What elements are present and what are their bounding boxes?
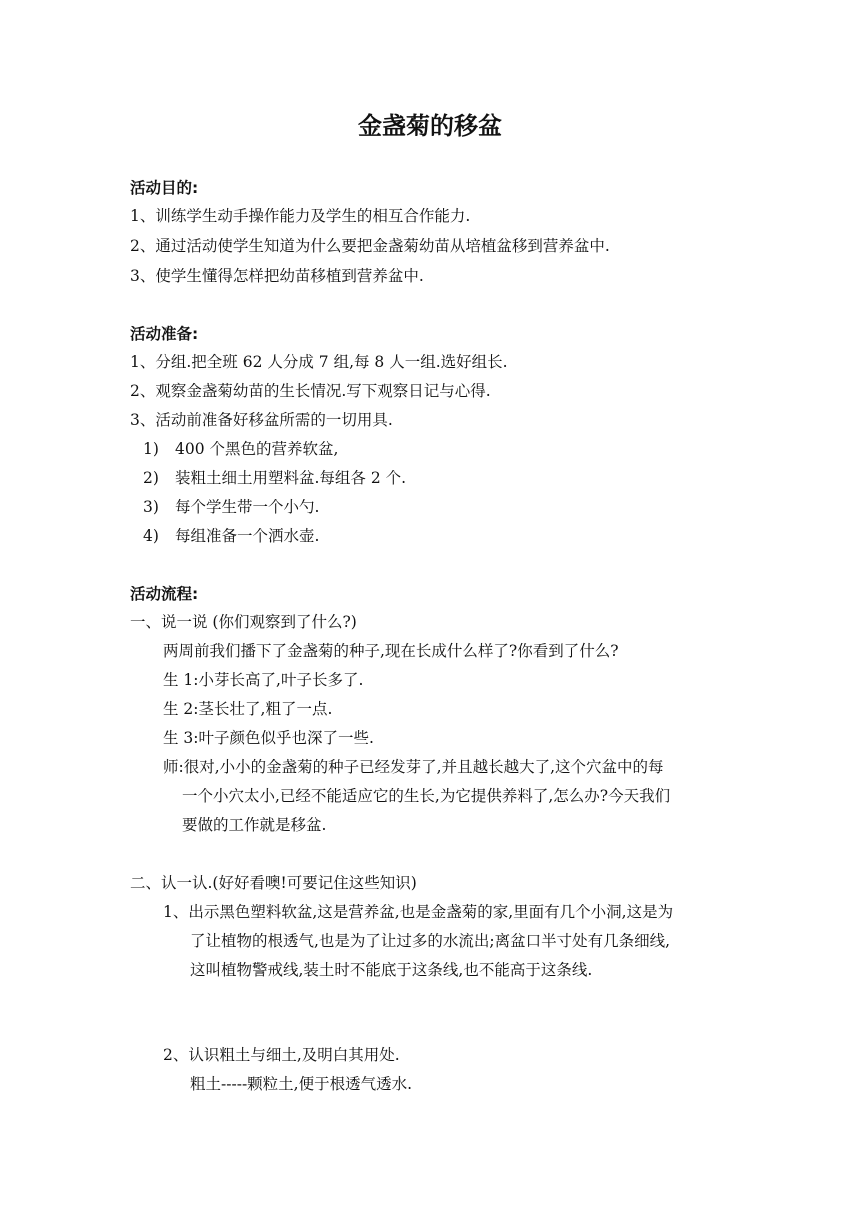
part2-item1-line: 1、出示黑色塑料软盆,这是营养盆,也是金盏菊的家,里面有几个小洞,这是为 (163, 903, 674, 921)
flow-part1-line: 生 2:茎长壮了,粗了一点. (163, 700, 333, 718)
prep-subitem-number: 3) (143, 498, 159, 516)
prep-subitem: 400 个黑色的营养软盆, (175, 440, 339, 458)
flow-part1-line: 两周前我们播下了金盏菊的种子,现在长成什么样了?你看到了什么? (163, 642, 619, 660)
page-title: 金盏菊的移盆 (358, 112, 502, 140)
part2-item1-line: 这叫植物警戒线,装土时不能底于这条线,也不能高于这条线. (190, 961, 593, 979)
prep-heading: 活动准备: (130, 325, 199, 343)
flow-heading: 活动流程: (130, 585, 199, 603)
teacher-line: 一个小穴太小,已经不能适应它的生长,为它提供养料了,怎么办?今天我们 (182, 787, 671, 805)
prep-item: 2、观察金盏菊幼苗的生长情况.写下观察日记与心得. (130, 382, 491, 400)
flow-part1-line: 生 1:小芽长高了,叶子长多了. (163, 671, 364, 689)
goal-heading: 活动目的: (130, 179, 199, 197)
prep-subitem-number: 4) (143, 527, 159, 545)
goal-item: 1、训练学生动手操作能力及学生的相互合作能力. (130, 207, 471, 225)
part2-item1-line: 了让植物的根透气,也是为了让过多的水流出;离盆口半寸处有几条细线, (190, 932, 671, 950)
flow-part1-line: 生 3:叶子颜色似乎也深了一些. (163, 729, 374, 747)
teacher-line: 师:很对,小小的金盏菊的种子已经发芽了,并且越长越大了,这个穴盆中的每 (163, 758, 664, 776)
goal-item: 3、使学生懂得怎样把幼苗移植到营养盆中. (130, 267, 424, 285)
prep-subitem-number: 1) (143, 440, 159, 458)
prep-item: 3、活动前准备好移盆所需的一切用具. (130, 411, 393, 429)
goal-item: 2、通过活动使学生知道为什么要把金盏菊幼苗从培植盆移到营养盆中. (130, 237, 610, 255)
prep-subitem-number: 2) (143, 469, 159, 487)
prep-subitem: 装粗土细土用塑料盆.每组各 2 个. (175, 469, 407, 487)
flow-part2-title: 二、认一认.(好好看噢!可要记住这些知识) (130, 874, 417, 892)
part2-item2-line: 2、认识粗土与细土,及明白其用处. (163, 1046, 400, 1064)
prep-subitem: 每组准备一个洒水壶. (175, 527, 320, 545)
part2-item2-line: 粗土-----颗粒土,便于根透气透水. (190, 1075, 413, 1093)
teacher-line: 要做的工作就是移盆. (182, 816, 327, 834)
flow-part1-title: 一、说一说 (你们观察到了什么?) (130, 613, 357, 631)
prep-item: 1、分组.把全班 62 人分成 7 组,每 8 人一组.选好组长. (130, 353, 508, 371)
prep-subitem: 每个学生带一个小勺. (175, 498, 320, 516)
